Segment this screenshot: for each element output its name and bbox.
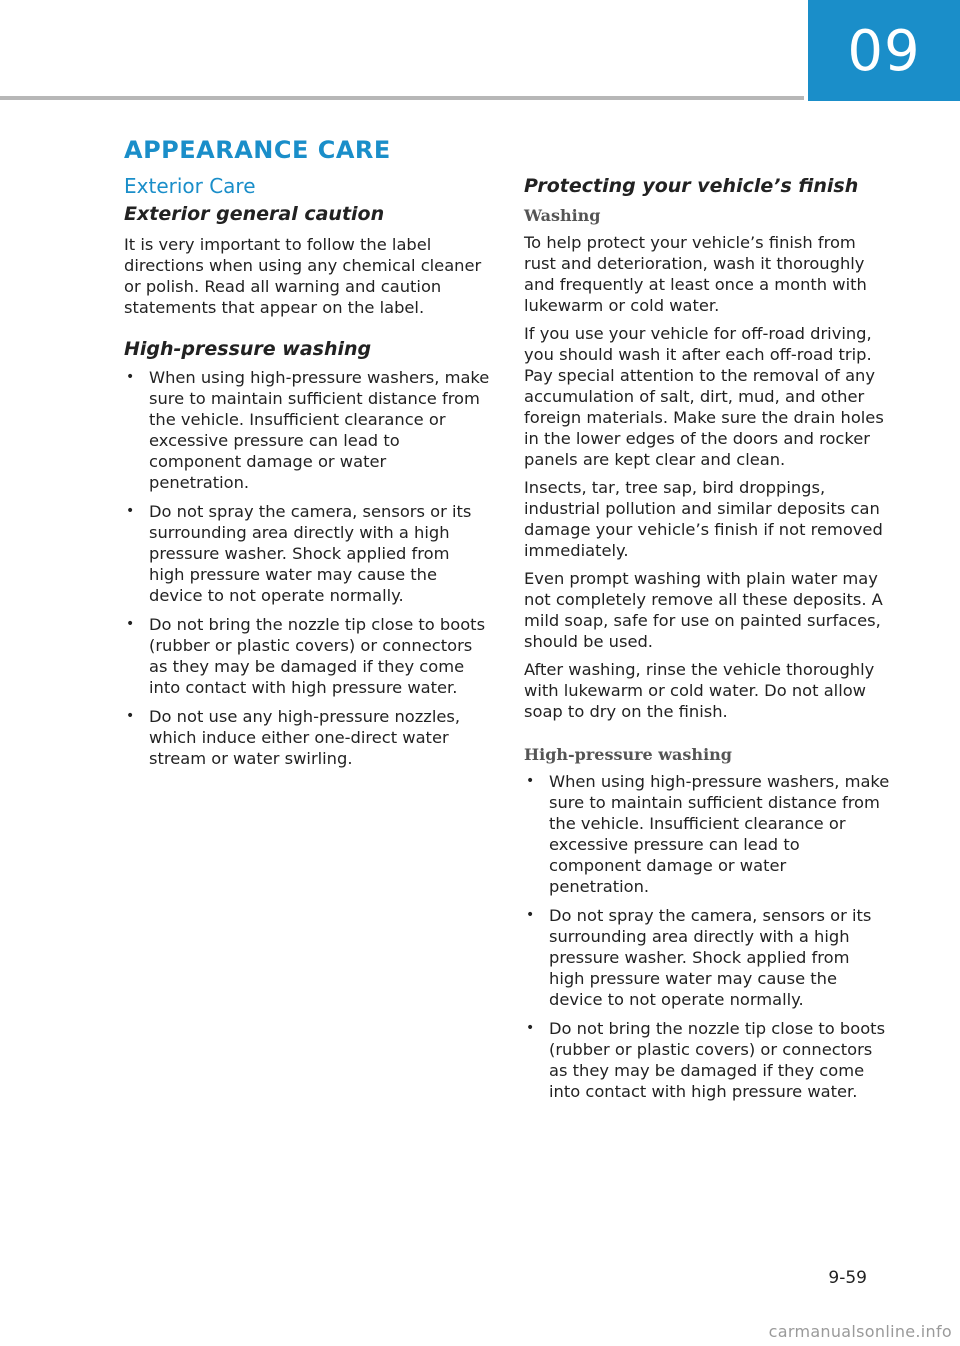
list-item: • When using high-pressure washers, make sure to maintain sufficient distance from the vehicle. Insufficient clearance or excessive pressure can lead to component damage or water penetration.: [126, 368, 490, 492]
general-caution-paragraph: It is very important to follow the label directions when using any chemical cleaner or polish. Read all warning and caution statements that appear on the label.: [124, 235, 482, 317]
header-rule: [0, 96, 804, 100]
washing-paragraph: If you use your vehicle for off-road driving, you should wash it after each off-road trip. Pay special attention to the removal of any accumulation of salt, dirt, mud, and other foreign materials. Make sure the drain holes in the lower edges of the doors and rocker panels are kept clear and clean.: [524, 324, 884, 469]
high-pressure-washing-heading: High-pressure washing: [124, 338, 372, 360]
bullet-icon: •: [526, 1020, 535, 1036]
high-pressure-washing-label: High-pressure washing: [524, 745, 732, 764]
exterior-care-heading: Exterior Care: [124, 174, 256, 198]
bullet-icon: •: [526, 773, 535, 789]
left-column: [124, 172, 490, 777]
list-item: • Do not spray the camera, sensors or its surrounding area directly with a high pressure washer. Shock applied from high pressure water may cause the device to not operate normally.: [126, 502, 472, 605]
list-item: • When using high-pressure washers, make sure to maintain sufficient distance from the vehicle. Insufficient clearance or excessive pressure can lead to component damage or water penetration.: [526, 772, 890, 896]
list-item: • Do not use any high-pressure nozzles, which induce either one-direct water stream or water swirling.: [126, 707, 461, 768]
list-item: • Do not bring the nozzle tip close to boots (rubber or plastic covers) or connectors as they may be damaged if they come into contact with high pressure water.: [126, 615, 486, 697]
bullet-icon: •: [526, 907, 535, 923]
protecting-finish-heading: Protecting your vehicle’s finish: [524, 175, 859, 197]
exterior-general-caution-heading: Exterior general caution: [124, 203, 385, 225]
chapter-tab: 09: [808, 0, 960, 101]
bullet-icon: •: [126, 503, 135, 519]
washing-paragraph: After washing, rinse the vehicle thoroughly with lukewarm or cold water. Do not allow soap to dry on the finish.: [524, 660, 875, 721]
washing-paragraph: To help protect your vehicle’s finish from rust and deterioration, wash it thoroughly and frequently at least once a month with lukewarm or cold water.: [524, 233, 867, 315]
page-number: 9-59: [828, 1268, 867, 1288]
bullet-icon: •: [126, 369, 135, 385]
left-bullet-list: [124, 367, 490, 769]
list-item: • Do not spray the camera, sensors or its surrounding area directly with a high pressure washer. Shock applied from high pressure water may cause the device to not operate normally.: [526, 906, 872, 1009]
washing-paragraph: Insects, tar, tree sap, bird droppings, industrial pollution and similar deposits can damage your vehicle’s finish if not removed immediately.: [524, 478, 883, 560]
washing-label: Washing: [524, 206, 601, 225]
section-title: APPEARANCE CARE: [124, 136, 391, 164]
right-column: [524, 172, 890, 1110]
right-bullet-list: [524, 771, 890, 1102]
washing-paragraph: Even prompt washing with plain water may not completely remove all these deposits. A mild soap, safe for use on painted surfaces, should be used.: [524, 569, 883, 651]
bullet-icon: •: [126, 616, 135, 632]
list-item: • Do not bring the nozzle tip close to boots (rubber or plastic covers) or connectors as they may be damaged if they come into contact with high pressure water.: [526, 1019, 886, 1101]
watermark: carmanualsonline.info: [768, 1322, 952, 1341]
bullet-icon: •: [126, 708, 135, 724]
